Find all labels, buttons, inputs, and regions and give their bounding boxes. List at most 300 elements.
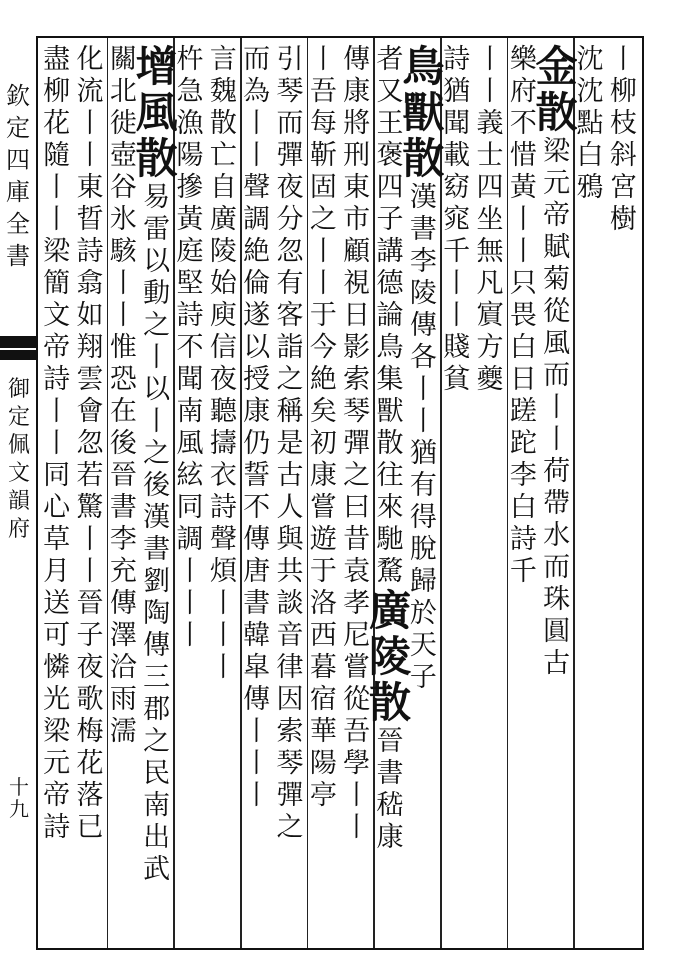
text-char: 以 xyxy=(143,246,171,277)
text-char: 日 xyxy=(509,364,537,395)
text-char: 康 xyxy=(343,76,371,107)
text-char: 丨 xyxy=(43,204,71,235)
text-char: 琴 xyxy=(276,748,304,779)
text-char: 摻 xyxy=(176,172,204,203)
text-char: 聲 xyxy=(209,524,237,555)
text-char: 傳 xyxy=(243,524,271,555)
text-char: 絶 xyxy=(309,364,337,395)
text-char: 詩 xyxy=(176,300,204,331)
text-char: 馳 xyxy=(376,524,404,555)
text-char: 康 xyxy=(376,822,404,853)
text-char: 音 xyxy=(276,620,304,651)
text-char: 固 xyxy=(309,172,337,203)
text-char: 每 xyxy=(309,108,337,139)
text-char: 嵇 xyxy=(376,790,404,821)
text-char: 帝 xyxy=(543,200,571,231)
text-char: 武 xyxy=(143,854,171,885)
text-char: 講 xyxy=(376,236,404,267)
text-char: 丨 xyxy=(476,76,504,107)
text-char: 會 xyxy=(76,396,104,427)
text-char: 晉 xyxy=(109,460,137,491)
text-char: 是 xyxy=(276,428,304,459)
headword-char: 廣 xyxy=(369,586,412,635)
text-char: 論 xyxy=(376,300,404,331)
text-char: 倫 xyxy=(243,268,271,299)
text-char: 始 xyxy=(209,268,237,299)
text-char: 詩 xyxy=(43,364,71,395)
text-char: 遊 xyxy=(309,524,337,555)
text-char: 視 xyxy=(343,268,371,299)
text-char: 客 xyxy=(276,300,304,331)
headword-char: 散 xyxy=(535,88,578,137)
text-char: 丨 xyxy=(43,172,71,203)
headword-char: 增 xyxy=(135,42,178,91)
text-char: 三 xyxy=(143,662,171,693)
text-char: 丨 xyxy=(609,44,637,75)
text-char: 四 xyxy=(476,172,504,203)
text-char: 宿 xyxy=(309,684,337,715)
text-char: 稱 xyxy=(276,396,304,427)
text-char: 丨 xyxy=(209,588,237,619)
text-char: 丨 xyxy=(443,268,471,299)
text-char: 斜 xyxy=(609,140,637,171)
text-char: 丨 xyxy=(109,300,137,331)
text-char: 嘗 xyxy=(343,652,371,683)
text-char: 丨 xyxy=(243,716,271,747)
text-char: 黃 xyxy=(509,172,537,203)
text-char: 草 xyxy=(43,524,71,555)
text-char: 書 xyxy=(409,214,437,245)
text-char: 洽 xyxy=(109,652,137,683)
text-char: 千 xyxy=(443,236,471,267)
text-char: 與 xyxy=(276,524,304,555)
text-char: 落 xyxy=(76,780,104,811)
text-char: 魏 xyxy=(209,76,237,107)
text-char: 丨 xyxy=(243,780,271,811)
text-char: 丨 xyxy=(43,396,71,427)
text-char: 而 xyxy=(276,108,304,139)
text-char: 帶 xyxy=(543,488,571,519)
text-char: 白 xyxy=(509,492,537,523)
text-char: 府 xyxy=(509,76,537,107)
text-char: 丨 xyxy=(76,556,104,587)
text-char: 丨 xyxy=(543,392,571,423)
text-char: 白 xyxy=(576,140,604,171)
text-char: 古 xyxy=(543,648,571,679)
text-char: 窕 xyxy=(443,204,471,235)
text-char: 充 xyxy=(109,556,137,587)
text-char: 之 xyxy=(276,364,304,395)
text-char: 徙 xyxy=(109,108,137,139)
text-char: 言 xyxy=(209,44,237,75)
text-char: 貧 xyxy=(443,364,471,395)
text-char: 影 xyxy=(343,332,371,363)
text-char: 白 xyxy=(509,332,537,363)
text-char: 散 xyxy=(209,108,237,139)
text-char: 市 xyxy=(343,204,371,235)
text-char: 之 xyxy=(143,726,171,757)
text-char: 憐 xyxy=(43,652,71,683)
text-char: 書 xyxy=(376,758,404,789)
text-char: 賦 xyxy=(543,232,571,263)
text-char: 王 xyxy=(376,108,404,139)
text-char: 不 xyxy=(509,108,537,139)
text-char: 從 xyxy=(343,684,371,715)
text-char: 在 xyxy=(109,396,137,427)
headword-char: 散 xyxy=(402,134,445,183)
text-char: 晉 xyxy=(376,726,404,757)
text-char: 詩 xyxy=(76,236,104,267)
text-char: 而 xyxy=(543,552,571,583)
headword-char: 散 xyxy=(369,678,412,727)
text-char: 不 xyxy=(243,492,271,523)
text-char: 信 xyxy=(209,332,237,363)
text-char: 窈 xyxy=(443,172,471,203)
text-char: 而 xyxy=(543,360,571,391)
text-char: 梁 xyxy=(543,136,571,167)
text-char: 丨 xyxy=(309,268,337,299)
text-char: 于 xyxy=(309,300,337,331)
headword-char: 金 xyxy=(535,42,578,91)
text-char: 跎 xyxy=(509,428,537,459)
folio-number: 十 九 xyxy=(9,775,29,821)
text-char: 於 xyxy=(409,598,437,629)
text-char: 關 xyxy=(109,44,137,75)
text-char: 梁 xyxy=(43,716,71,747)
text-char: 流 xyxy=(76,76,104,107)
text-char: 急 xyxy=(176,76,204,107)
headword-char: 獸 xyxy=(402,88,445,137)
text-char: 南 xyxy=(143,790,171,821)
text-char: 于 xyxy=(309,556,337,587)
text-char: 丨 xyxy=(509,204,537,235)
text-char: 孝 xyxy=(343,588,371,619)
text-char: 花 xyxy=(43,108,71,139)
text-char: 梅 xyxy=(76,716,104,747)
fishtail-mark-lower xyxy=(0,350,36,360)
text-char: 李 xyxy=(409,246,437,277)
text-char: 丨 xyxy=(243,748,271,779)
text-char: 雲 xyxy=(76,364,104,395)
text-char: 授 xyxy=(243,364,271,395)
text-char: 鳥 xyxy=(376,332,404,363)
text-char: 聞 xyxy=(443,108,471,139)
text-char: 夜 xyxy=(209,364,237,395)
text-char: 帝 xyxy=(43,332,71,363)
text-char: 黃 xyxy=(176,204,204,235)
text-char: 人 xyxy=(276,492,304,523)
text-char: 樹 xyxy=(609,204,637,235)
text-char: 刑 xyxy=(343,140,371,171)
text-char: 陵 xyxy=(409,278,437,309)
text-char: 初 xyxy=(309,428,337,459)
text-char: 子 xyxy=(76,620,104,651)
text-char: 忽 xyxy=(76,428,104,459)
text-char: 已 xyxy=(76,812,104,843)
text-char: 猶 xyxy=(409,438,437,469)
text-char: 同 xyxy=(43,460,71,491)
text-char: 水 xyxy=(543,520,571,551)
text-char: 同 xyxy=(176,492,204,523)
text-char: 千 xyxy=(509,556,537,587)
text-char: 不 xyxy=(176,332,204,363)
text-char: 書 xyxy=(243,588,271,619)
text-char: 簡 xyxy=(43,268,71,299)
fishtail-mark xyxy=(0,336,36,348)
text-char: 詩 xyxy=(443,44,471,75)
text-char: 化 xyxy=(76,44,104,75)
text-char: 丨 xyxy=(76,108,104,139)
text-char: 丨 xyxy=(309,236,337,267)
text-char: 惜 xyxy=(509,140,537,171)
text-char: 子 xyxy=(376,204,404,235)
text-char: 盡 xyxy=(43,44,71,75)
text-char: 西 xyxy=(309,620,337,651)
text-char: 衣 xyxy=(209,460,237,491)
text-char: 往 xyxy=(376,460,404,491)
text-char: 陵 xyxy=(209,236,237,267)
text-char: 李 xyxy=(109,524,137,555)
headword-char: 風 xyxy=(135,88,178,137)
text-char: 矣 xyxy=(309,396,337,427)
text-char: 惟 xyxy=(109,332,137,363)
text-char: 自 xyxy=(209,172,237,203)
text-char: 靳 xyxy=(309,140,337,171)
text-char: 夔 xyxy=(476,364,504,395)
text-char: 柳 xyxy=(609,76,637,107)
text-char: 丨 xyxy=(309,44,337,75)
text-char: 詣 xyxy=(276,332,304,363)
text-char: 從 xyxy=(543,296,571,327)
text-char: 賤 xyxy=(443,332,471,363)
text-char: 廣 xyxy=(209,204,237,235)
text-char: 今 xyxy=(309,332,337,363)
text-char: 南 xyxy=(176,396,204,427)
text-char: 丨 xyxy=(409,406,437,437)
text-char: 丨 xyxy=(509,236,537,267)
text-char: 傳 xyxy=(343,44,371,75)
text-char: 若 xyxy=(76,460,104,491)
text-char: 引 xyxy=(276,44,304,75)
text-char: 庭 xyxy=(176,236,204,267)
text-char: 子 xyxy=(409,662,437,693)
book-title: 御 定 佩 文 韻 府 xyxy=(7,377,30,542)
text-char: 梁 xyxy=(43,236,71,267)
text-char: 索 xyxy=(343,364,371,395)
text-char: 丨 xyxy=(543,424,571,455)
text-char: 絃 xyxy=(176,460,204,491)
text-char: 聲 xyxy=(243,172,271,203)
text-char: 共 xyxy=(276,556,304,587)
text-char: 方 xyxy=(476,332,504,363)
text-char: 暮 xyxy=(309,652,337,683)
text-char: 晉 xyxy=(76,588,104,619)
text-char: 李 xyxy=(509,460,537,491)
text-char: 劉 xyxy=(143,566,171,597)
text-char: 康 xyxy=(243,396,271,427)
text-char: 花 xyxy=(76,748,104,779)
text-char: 猶 xyxy=(443,76,471,107)
text-char: 心 xyxy=(43,492,71,523)
text-char: 吾 xyxy=(309,76,337,107)
text-char: 雨 xyxy=(109,684,137,715)
text-char: 氷 xyxy=(109,204,137,235)
text-char: 陶 xyxy=(143,598,171,629)
text-char: 調 xyxy=(243,204,271,235)
text-char: 枝 xyxy=(609,108,637,139)
headword-char: 散 xyxy=(135,134,178,183)
text-char: 之 xyxy=(343,460,371,491)
text-char: 如 xyxy=(76,300,104,331)
text-char: 顧 xyxy=(343,236,371,267)
text-char: 壺 xyxy=(109,140,137,171)
text-char: 東 xyxy=(343,172,371,203)
text-char: 驚 xyxy=(76,492,104,523)
text-char: 沈 xyxy=(576,76,604,107)
text-char: 坐 xyxy=(476,204,504,235)
text-char: 鴉 xyxy=(576,172,604,203)
text-char: 以 xyxy=(143,374,171,405)
text-char: 杵 xyxy=(176,44,204,75)
text-char: 丨 xyxy=(443,300,471,331)
text-char: 洛 xyxy=(309,588,337,619)
text-char: 又 xyxy=(376,76,404,107)
text-char: 琴 xyxy=(276,76,304,107)
text-char: 丨 xyxy=(243,108,271,139)
text-char: 唐 xyxy=(243,556,271,587)
text-char: 昔 xyxy=(343,524,371,555)
text-char: 康 xyxy=(309,460,337,491)
text-char: 彈 xyxy=(276,140,304,171)
text-char: 調 xyxy=(176,524,204,555)
text-char: 出 xyxy=(143,822,171,853)
text-char: 丨 xyxy=(109,268,137,299)
text-char: 嘗 xyxy=(309,492,337,523)
text-char: 丨 xyxy=(143,406,171,437)
text-char: 只 xyxy=(509,268,537,299)
text-char: 圓 xyxy=(543,616,571,647)
text-char: 彈 xyxy=(343,428,371,459)
text-char: 風 xyxy=(543,328,571,359)
text-char: 東 xyxy=(76,172,104,203)
text-char: 凡 xyxy=(476,268,504,299)
text-char: 菊 xyxy=(543,264,571,295)
headword-char: 鳥 xyxy=(402,42,445,91)
headword-char: 陵 xyxy=(369,632,412,681)
text-char: 翕 xyxy=(76,268,104,299)
text-char: 袁 xyxy=(343,556,371,587)
text-char: 將 xyxy=(343,108,371,139)
text-char: 恐 xyxy=(109,364,137,395)
text-char: 為 xyxy=(243,76,271,107)
text-char: 丨 xyxy=(176,556,204,587)
text-char: 詩 xyxy=(509,524,537,555)
text-char: 傳 xyxy=(109,588,137,619)
text-char: 堅 xyxy=(176,268,204,299)
text-char: 之 xyxy=(143,438,171,469)
text-char: 荷 xyxy=(543,456,571,487)
text-char: 仍 xyxy=(243,428,271,459)
text-char: 傳 xyxy=(243,684,271,715)
text-char: 以 xyxy=(243,332,271,363)
text-char: 光 xyxy=(43,684,71,715)
text-char: 彈 xyxy=(276,780,304,811)
text-char: 德 xyxy=(376,268,404,299)
text-char: 送 xyxy=(43,588,71,619)
text-char: 傳 xyxy=(409,310,437,341)
text-char: 可 xyxy=(43,620,71,651)
text-char: 韓 xyxy=(243,620,271,651)
text-char: 歸 xyxy=(409,566,437,597)
text-char: 易 xyxy=(143,182,171,213)
text-char: 四 xyxy=(376,172,404,203)
text-char: 因 xyxy=(276,684,304,715)
text-char: 亡 xyxy=(209,140,237,171)
text-char: 日 xyxy=(343,300,371,331)
text-char: 宮 xyxy=(609,172,637,203)
text-char: 書 xyxy=(143,534,171,565)
text-char: 丨 xyxy=(76,524,104,555)
text-char: 丨 xyxy=(209,620,237,651)
text-char: 天 xyxy=(409,630,437,661)
text-char: 丨 xyxy=(343,812,371,843)
text-char: 集 xyxy=(376,364,404,395)
text-char: 漁 xyxy=(176,108,204,139)
text-char: 歌 xyxy=(76,684,104,715)
text-char: 煩 xyxy=(209,556,237,587)
text-char: 晢 xyxy=(76,204,104,235)
text-char: 談 xyxy=(276,588,304,619)
margin-sidebar xyxy=(0,36,36,950)
text-char: 詩 xyxy=(43,812,71,843)
text-char: 賔 xyxy=(476,300,504,331)
text-char: 漢 xyxy=(409,182,437,213)
text-char: 丨 xyxy=(209,652,237,683)
text-char: 誓 xyxy=(243,460,271,491)
text-char: 者 xyxy=(376,44,404,75)
text-char: 傳 xyxy=(143,630,171,661)
text-char: 之 xyxy=(276,812,304,843)
text-char: 華 xyxy=(309,716,337,747)
text-char: 丨 xyxy=(409,374,437,405)
text-char: 聽 xyxy=(209,396,237,427)
text-char: 忽 xyxy=(276,236,304,267)
text-char: 得 xyxy=(409,502,437,533)
text-char: 遂 xyxy=(243,300,271,331)
text-char: 律 xyxy=(276,652,304,683)
text-char: 民 xyxy=(143,758,171,789)
text-char: 點 xyxy=(576,108,604,139)
text-char: 有 xyxy=(409,470,437,501)
text-char: 畏 xyxy=(509,300,537,331)
text-char: 濡 xyxy=(109,716,137,747)
text-char: 有 xyxy=(276,268,304,299)
text-char: 之 xyxy=(143,310,171,341)
text-char: 丨 xyxy=(43,428,71,459)
text-char: 丨 xyxy=(176,620,204,651)
text-char: 陽 xyxy=(309,748,337,779)
text-char: 丨 xyxy=(143,342,171,373)
text-char: 吾 xyxy=(343,716,371,747)
text-char: 騖 xyxy=(376,556,404,587)
text-char: 之 xyxy=(309,204,337,235)
text-column xyxy=(37,44,77,844)
text-char: 褒 xyxy=(376,140,404,171)
text-char: 丨 xyxy=(243,140,271,171)
text-char: 蹉 xyxy=(509,396,537,427)
text-char: 夜 xyxy=(76,652,104,683)
text-char: 學 xyxy=(343,748,371,779)
